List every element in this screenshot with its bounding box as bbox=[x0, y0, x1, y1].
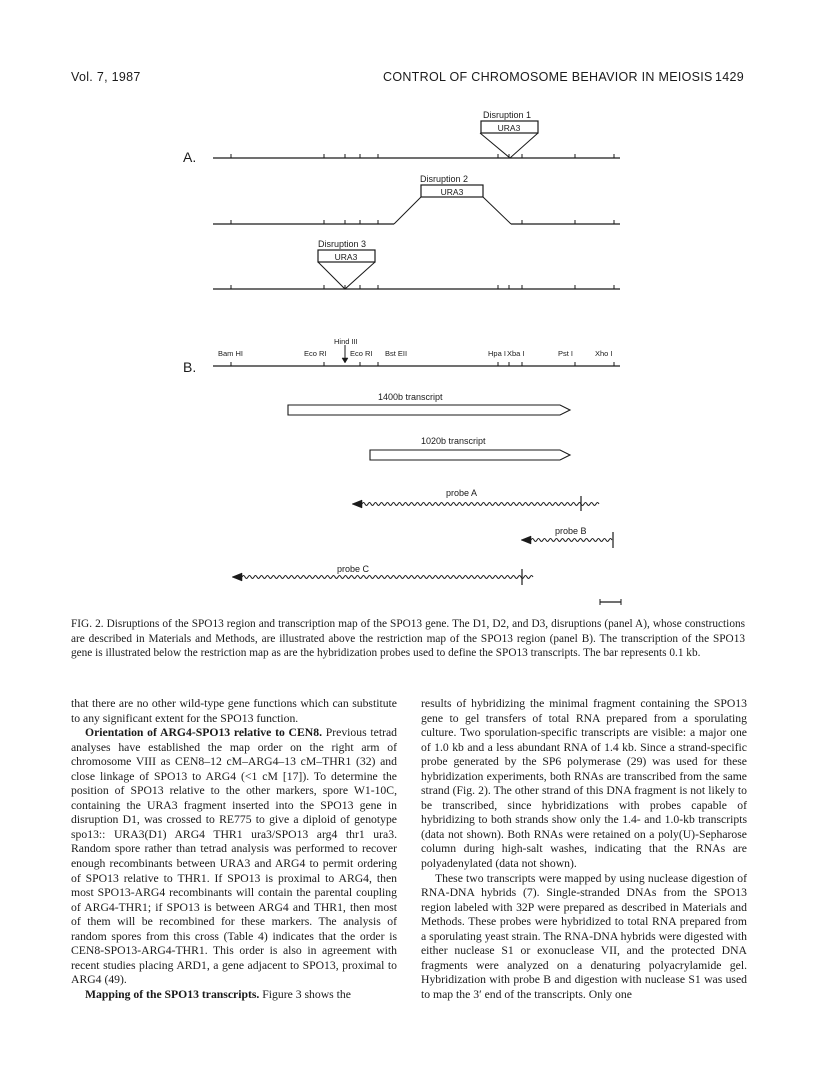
disruption-1-label: Disruption 1 bbox=[483, 110, 532, 120]
section-heading-orientation: Orientation of ARG4-SPO13 relative to CEN8. bbox=[85, 726, 322, 740]
probe-c bbox=[232, 564, 533, 585]
probe-b-label: probe B bbox=[555, 526, 587, 536]
disruption-3-label: Disruption 3 bbox=[318, 239, 367, 249]
figure-caption-label: FIG. 2. bbox=[71, 618, 104, 630]
site-xbai: Xba I bbox=[507, 349, 525, 358]
running-head-page-number: 1429 bbox=[714, 70, 744, 84]
ura3-label: URA3 bbox=[334, 252, 358, 262]
running-head-title: CONTROL OF CHROMOSOME BEHAVIOR IN MEIOSIS bbox=[383, 70, 713, 84]
left-paragraph-2 bbox=[71, 726, 397, 988]
site-bamhi: Bam HI bbox=[218, 349, 244, 358]
site-hindiii: Hind III bbox=[334, 337, 358, 346]
disruption-2-label: Disruption 2 bbox=[420, 174, 469, 184]
section-heading-mapping: Mapping of the SPO13 transcripts. bbox=[85, 987, 260, 1001]
ura3-label: URA3 bbox=[440, 187, 464, 197]
figure-caption bbox=[71, 617, 745, 661]
left-paragraph-3 bbox=[71, 988, 397, 1003]
panel-b-label: B. bbox=[183, 359, 197, 375]
disruption-3-map bbox=[213, 239, 620, 289]
left-column bbox=[71, 697, 397, 1002]
probe-c-label: probe C bbox=[337, 564, 370, 574]
site-psti: Pst I bbox=[558, 349, 574, 358]
site-xhoi: Xho I bbox=[595, 349, 613, 358]
left-paragraph-3-body: Figure 3 shows the bbox=[259, 987, 351, 1001]
left-paragraph-1: that there are no other wild-type gene functions which can substitute to any significant extent for the SPO13 function. bbox=[71, 697, 397, 725]
site-ecori-1: Eco RI bbox=[304, 349, 327, 358]
panel-a-label: A. bbox=[183, 149, 197, 165]
probe-a bbox=[352, 488, 599, 511]
transcript-1400b-label: 1400b transcript bbox=[378, 392, 443, 402]
site-hpai: Hpa I bbox=[488, 349, 506, 358]
probe-a-label: probe A bbox=[446, 488, 478, 498]
right-paragraph-2: These two transcripts were mapped by using nuclease digestion of RNA-DNA hybrids (7). Single-stranded DNAs from the SPO13 region labeled with 32P were prepared as described in Materials and Methods. These probes were hybridized to total RNA prepared from a sporulating yeast strain. The RNA-DNA hybrids were digested with either nuclease S1 or exonuclease VII, and the protected DNA fragments were analyzed on a denaturing polyacrylamide gel. Hybridization with probe B and digestion with nuclease S1 was used to map the 3′ end of the transcripts. Only one bbox=[421, 871, 747, 1001]
scale-bar bbox=[600, 599, 621, 605]
running-head-volume: Vol. 7, 1987 bbox=[71, 70, 141, 84]
restriction-site-labels bbox=[218, 337, 613, 358]
right-paragraph-1: results of hybridizing the minimal fragment containing the SPO13 gene to gel transfers of total RNA prepared from a sporulating culture. Two sporulation-specific transcripts are visible: a major one of 1.0 kb and a less abundant RNA of 1.4 kb. Since a strand-specific probe generated by the SP6 polymerase (29) was used for these hybridization experiments, both RNAs are transcribed from the same strand (Fig. 2). The other strand of this DNA fragment is not likely to be transcribed, since hybridizations with probes capable of hybridizing to both strands show only the 1.4- and 1.0-kb transcripts (data not shown). Both RNAs were retained on a poly(U)-Sepharose column during high-salt washes, indicating that the RNAs are polyadenylated (data not shown). bbox=[421, 697, 747, 871]
disruption-2-map bbox=[213, 174, 620, 224]
site-bsteii: Bst EII bbox=[385, 349, 408, 358]
transcript-1020b bbox=[370, 436, 570, 460]
probe-b bbox=[521, 526, 613, 548]
left-paragraph-2-body: Previous tetrad analyses have established the map order on the right arm of chromosome VIII as CEN8–12 cM–ARG4–13 cM–THR1 (32) and close linkage of SPO13 to ARG4 (<1 cM [17]). To determine the position of SPO13 relative to the other markers, spore W1-10C, containing the URA3 fragment inserted into the SPO13 gene in disruption D1, was crossed to RE775 to give a diploid of genotype spo13:: URA3(D1) ARG4 THR1 ura3/SPO13 arg4 thr1 ura3. Random spore rather than tetrad analysis was performed to recover enough recombinants between URA3 and ARG4 to permit ordering of SPO13 relative to THR1. If SPO13 is proximal to ARG4, then most SPO13-ARG4 recombinants will contain the parental coupling of ARG4-THR1; if SPO13 is between ARG4 and THR1, then most of them will be recombined for these markers. The analysis of random spores from this cross (Table 4) indicates that the order is CEN8-SPO13-ARG4-THR1. This order is also in agreement with recent studies placing ARD1, a gene adjacent to SPO13, proximal to ARG4 (49). bbox=[71, 726, 398, 987]
disruption-1-map bbox=[213, 110, 620, 158]
ura3-label: URA3 bbox=[497, 123, 521, 133]
right-column bbox=[421, 697, 747, 1002]
transcript-1400b bbox=[288, 392, 570, 415]
figure-caption-text: Disruptions of the SPO13 region and transcription map of the SPO13 gene. The D1, D2, and D3, disruptions (panel A), whose constructions are described in Materials and Methods, are illustrated above the restriction map of the SPO13 region (panel B). The transcription of the SPO13 gene is illustrated below the restriction map as are the hybridization probes used to define the SPO13 transcripts. The bar represents 0.1 kb. bbox=[71, 618, 746, 660]
site-ecori-2: Eco RI bbox=[350, 349, 373, 358]
transcript-1020b-label: 1020b transcript bbox=[421, 436, 486, 446]
